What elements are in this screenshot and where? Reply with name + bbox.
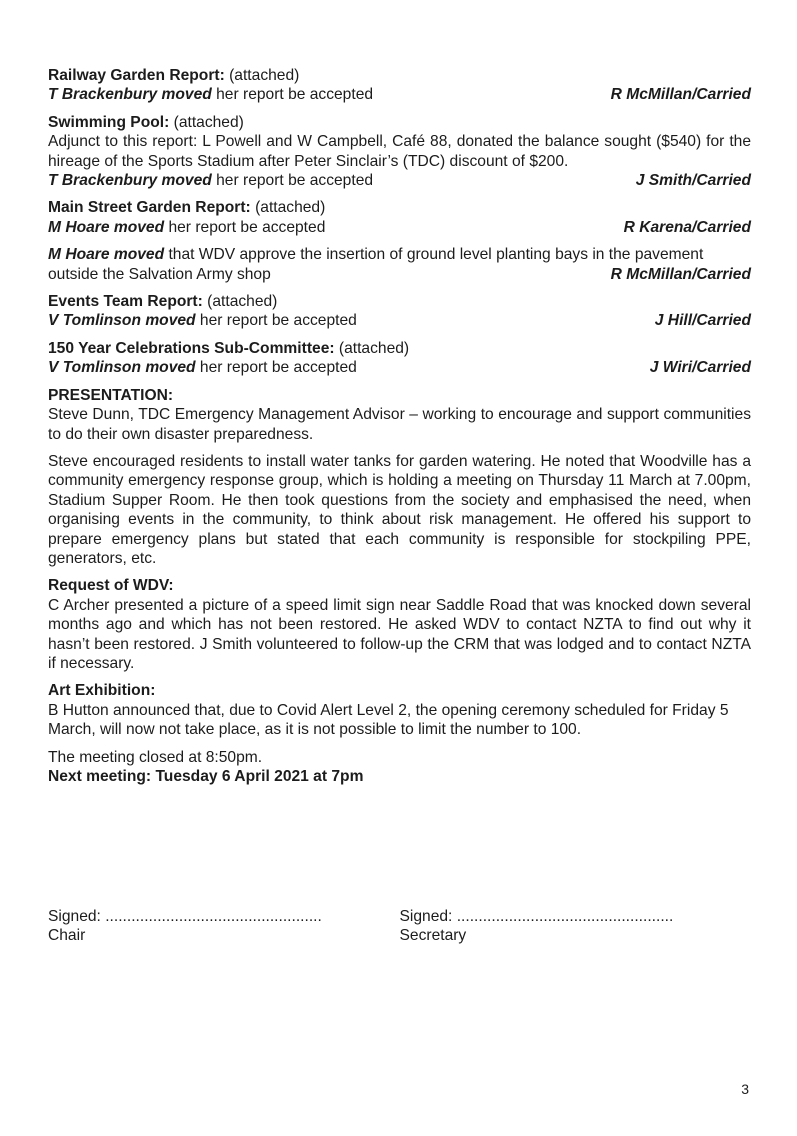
- closing-section: [48, 748, 751, 787]
- celebrations-motion: her report be accepted: [195, 359, 357, 377]
- swimming-body: Adjunct to this report: L Powell and W Campbell, Café 88, donated the balance sought ($540) for the hireage of the Sports Stadium after Peter Sinclair’s (TDC) discount of $200.: [48, 133, 751, 170]
- swimming-mover: T Brackenbury moved: [48, 172, 212, 190]
- secretary-role: Secretary: [399, 927, 467, 945]
- main-street-section: [48, 198, 751, 237]
- events-mover: V Tomlinson moved: [48, 312, 196, 330]
- swimming-pool-section: [48, 113, 751, 191]
- railway-result: R McMillan/Carried: [610, 86, 751, 104]
- meeting-closed: The meeting closed at 8:50pm.: [48, 748, 263, 766]
- presentation-intro: Steve Dunn, TDC Emergency Management Advisor – working to encourage and support communities to do their own disaster preparedness.: [48, 406, 751, 443]
- art-heading: Art Exhibition:: [48, 682, 156, 700]
- mainstreet-attached: (attached): [250, 199, 326, 217]
- minutes-page: [48, 66, 751, 794]
- celebrations-mover: V Tomlinson moved: [48, 359, 196, 377]
- events-result: J Hill/Carried: [654, 312, 751, 330]
- request-heading: Request of WDV:: [48, 577, 174, 595]
- presentation-section: [48, 386, 751, 444]
- railway-attached: (attached): [224, 67, 300, 84]
- art-body: B Hutton announced that, due to Covid Alert Level 2, the opening ceremony scheduled for Friday 5 March, will now not take place, as it is not possible to limit the number to 100.: [48, 701, 729, 739]
- mainstreet-mover: M Hoare moved: [48, 218, 165, 236]
- swimming-heading: Swimming Pool:: [48, 113, 170, 131]
- signature-block: [48, 907, 751, 946]
- planting-line1: that WDV approve the insertion of ground level planting bays in the pavement: [164, 246, 704, 264]
- chair-signed-line: Signed: ..................................................: [48, 908, 322, 925]
- events-team-section: [48, 292, 751, 331]
- celebrations-attached: (attached): [334, 339, 410, 357]
- page-number: 3: [741, 1081, 749, 1097]
- events-motion-line: [48, 311, 751, 330]
- swimming-motion: her report be accepted: [211, 172, 374, 190]
- celebrations-section: [48, 339, 751, 378]
- chair-role: Chair: [48, 927, 86, 945]
- railway-mover: T Brackenbury moved: [48, 86, 212, 104]
- celebrations-motion-line: [48, 358, 751, 377]
- chair-signature: [48, 907, 400, 946]
- request-body: C Archer presented a picture of a speed limit sign near Saddle Road that was knocked down several months ago and which has not been restored. He asked WDV to contact NZTA to find out why it hasn’t been restored. J Smith volunteered to follow-up the CRM that was lodged and to contact NZTA if necessary.: [48, 596, 751, 672]
- celebrations-heading: 150 Year Celebrations Sub-Committee:: [48, 339, 335, 357]
- presentation-heading: PRESENTATION:: [48, 386, 174, 404]
- swimming-result: J Smith/Carried: [635, 172, 751, 190]
- presentation-body: Steve encouraged residents to install water tanks for garden watering. He noted that Woodville has a community emergency response group, which is holding a meeting on Thursday 11 March at 7.00pm, Stadium Supper Room. He then took questions from the society and emphasised the need, when organising events in the community, to think about risk management. He offered his support to prepare emergency plans but stated that each community is responsible for stockpiling PPE, generators, etc.: [48, 452, 751, 567]
- mainstreet-motion-line: [48, 218, 751, 237]
- art-exhibition-section: [48, 681, 751, 739]
- next-meeting: Next meeting: Tuesday 6 April 2021 at 7pm: [48, 768, 364, 785]
- railway-heading: Railway Garden Report:: [48, 67, 225, 84]
- events-motion: her report be accepted: [195, 312, 357, 330]
- secretary-signature: [400, 907, 752, 946]
- planting-result: R McMillan/Carried: [610, 265, 751, 283]
- events-attached: (attached): [202, 293, 278, 311]
- mainstreet-result: R Karena/Carried: [623, 218, 751, 236]
- mainstreet-motion: her report be accepted: [164, 218, 326, 236]
- railway-motion-line: [48, 85, 751, 104]
- mainstreet-heading: Main Street Garden Report:: [48, 199, 251, 217]
- events-heading: Events Team Report:: [48, 293, 203, 311]
- railway-motion: her report be accepted: [211, 86, 374, 104]
- swimming-attached: (attached): [169, 113, 244, 131]
- secretary-signed-line: Signed: ..................................................: [399, 908, 674, 925]
- planting-motion-line: [48, 265, 751, 284]
- swimming-motion-line: [48, 171, 751, 190]
- request-section: [48, 576, 751, 673]
- planting-motion-section: [48, 245, 751, 284]
- planting-line2: outside the Salvation Army shop: [48, 265, 271, 283]
- celebrations-result: J Wiri/Carried: [649, 359, 751, 377]
- planting-mover: M Hoare moved: [48, 246, 165, 264]
- railway-garden-section: [48, 66, 751, 105]
